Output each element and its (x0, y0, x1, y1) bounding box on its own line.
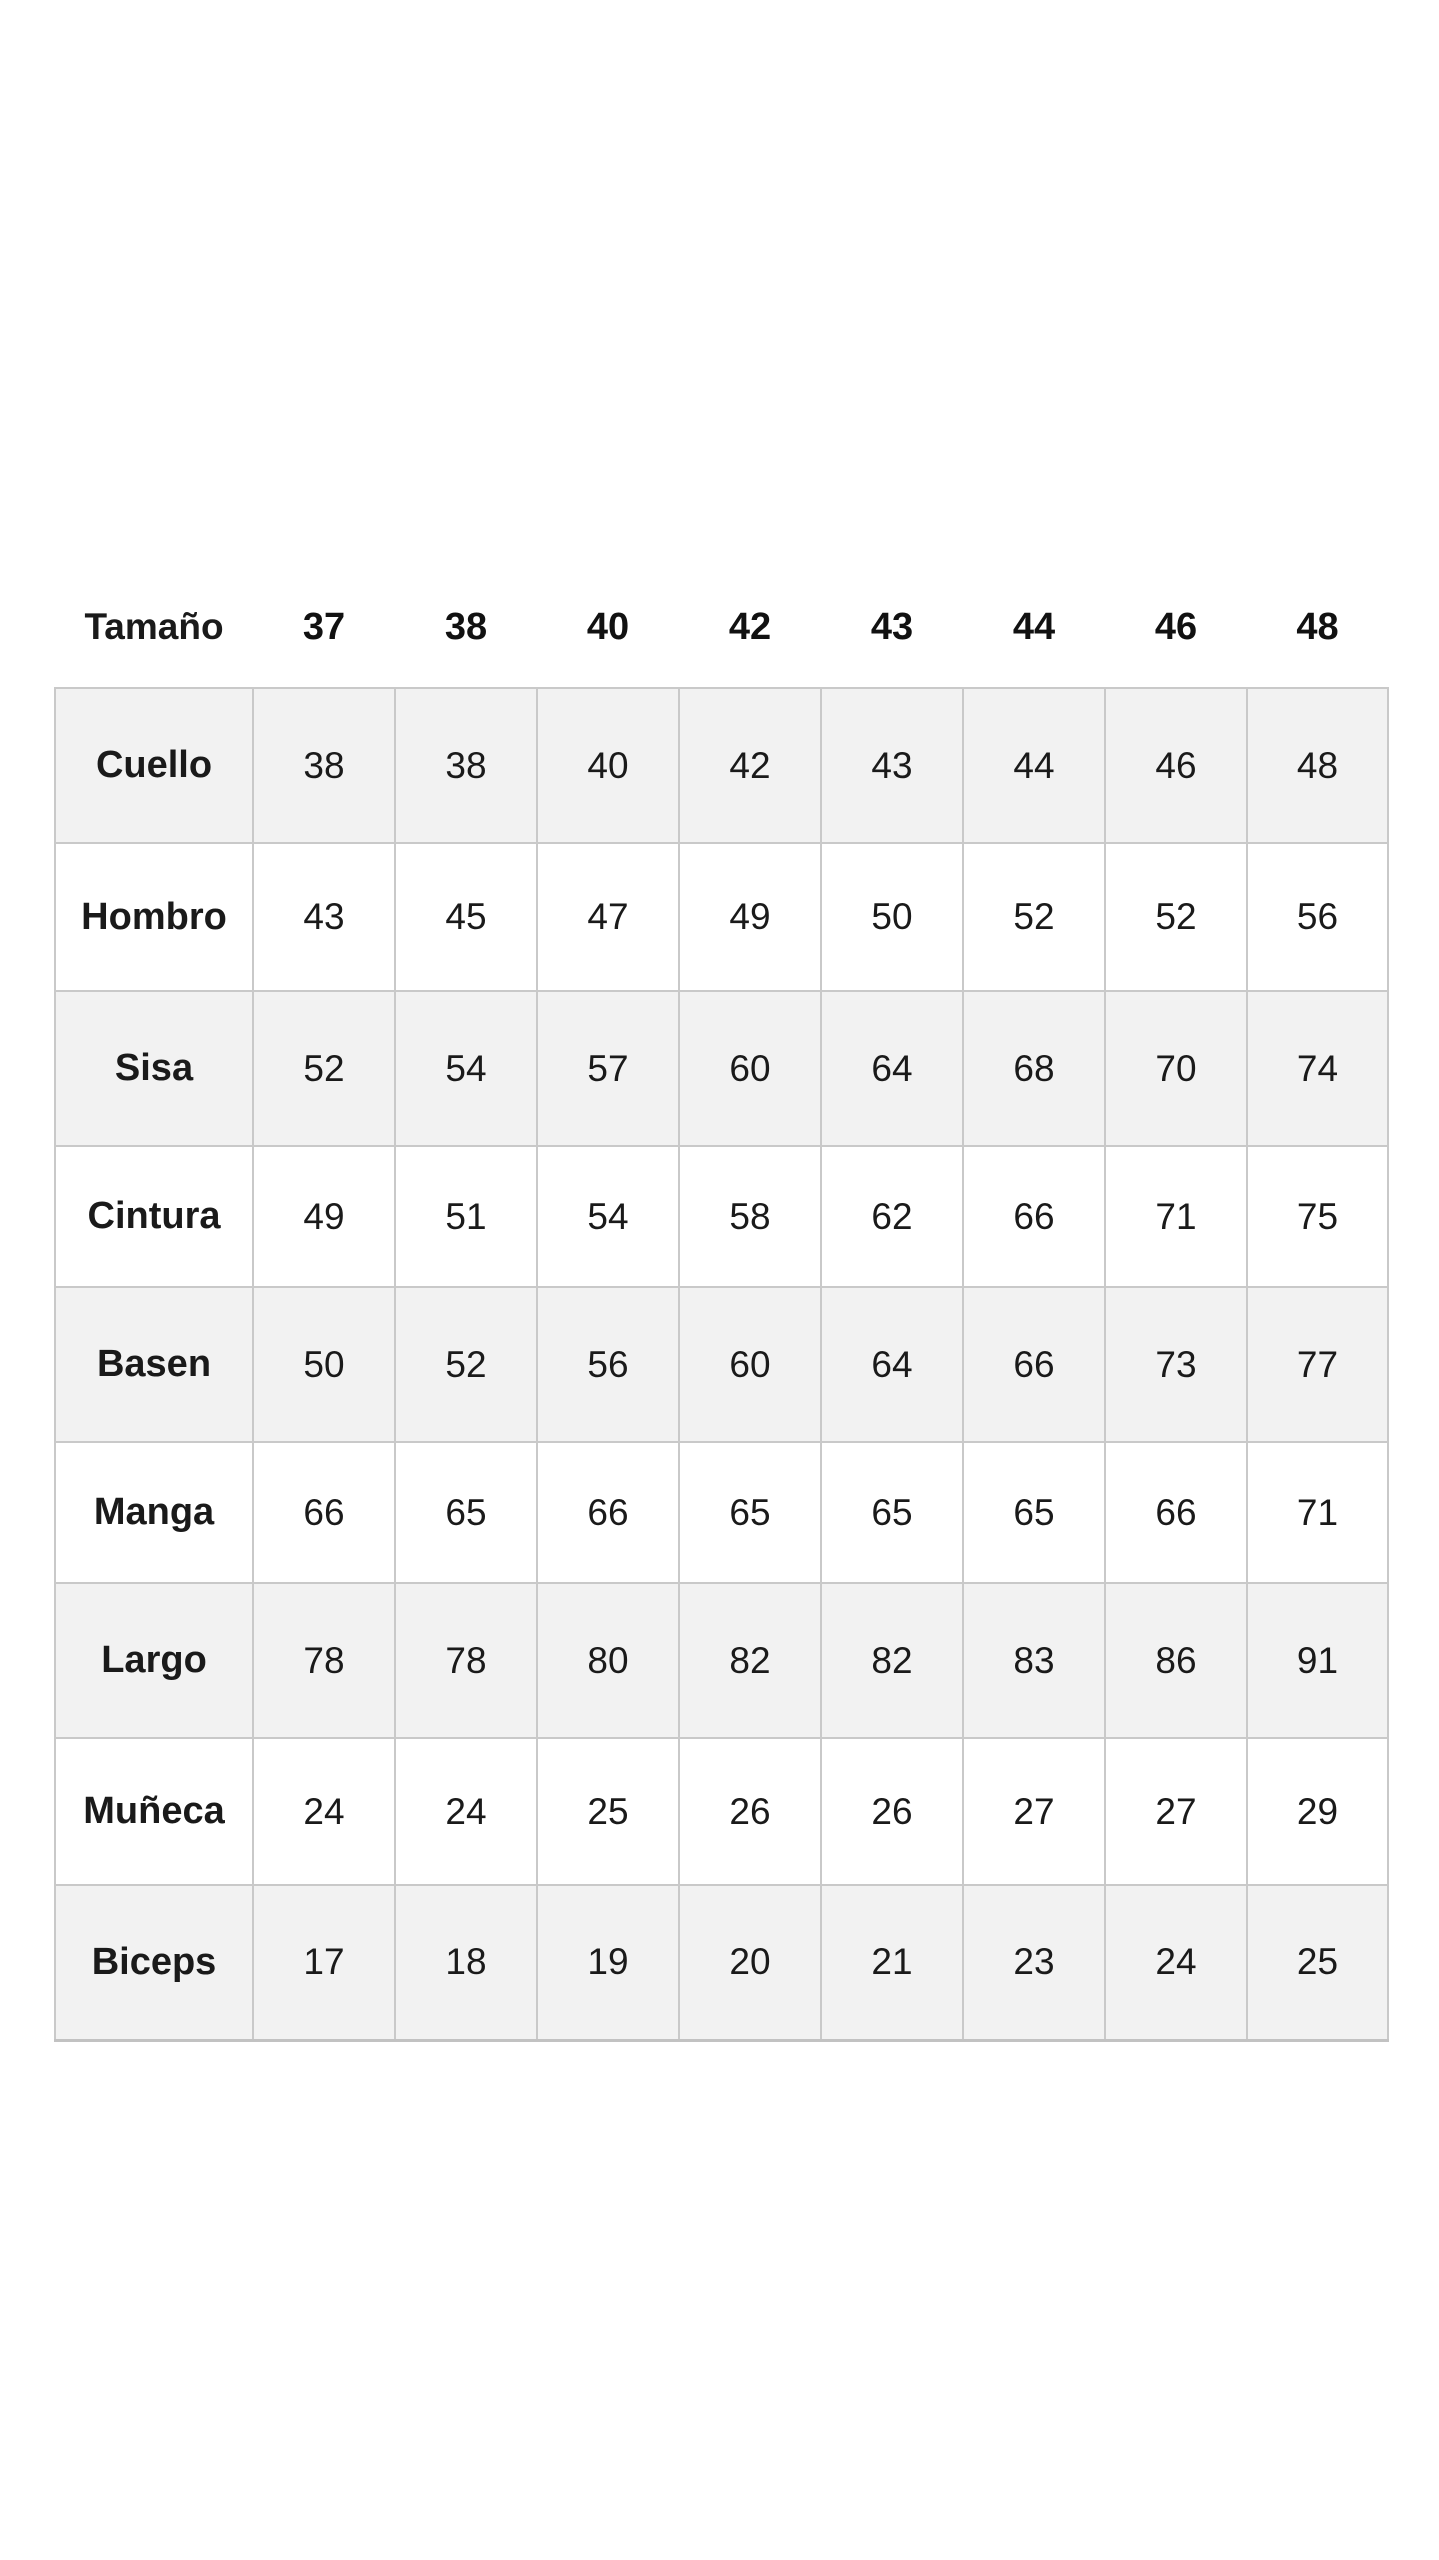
size-chart-table (54, 575, 1389, 2042)
measurement-label: Basen (55, 1287, 253, 1442)
measurement-value-cell: 78 (253, 1583, 395, 1738)
measurement-value-cell: 17 (253, 1885, 395, 2040)
measurement-value-cell: 75 (1247, 1146, 1388, 1287)
measurement-value-cell: 26 (821, 1738, 963, 1885)
measurement-label: Cuello (55, 688, 253, 843)
size-header-cell: 37 (302, 605, 346, 648)
size-header-cell: 48 (1296, 605, 1339, 648)
measurement-value-cell: 71 (1247, 1442, 1388, 1583)
measurement-value-cell: 91 (1247, 1583, 1388, 1738)
size-header-cell: 42 (728, 605, 772, 648)
measurement-label: Sisa (55, 991, 253, 1146)
measurement-label: Manga (55, 1442, 253, 1583)
measurement-value-cell: 66 (963, 1287, 1105, 1442)
size-header-row (55, 575, 1388, 688)
measurement-value-cell: 86 (1105, 1583, 1247, 1738)
measurement-value-cell: 25 (537, 1738, 679, 1885)
measurement-label: Largo (55, 1583, 253, 1738)
measurement-row (55, 1885, 1388, 2040)
measurement-label: Hombro (55, 843, 253, 991)
measurement-value-cell: 70 (1105, 991, 1247, 1146)
measurement-value-cell: 82 (679, 1583, 821, 1738)
size-header (55, 575, 1388, 688)
measurement-value-cell: 65 (395, 1442, 537, 1583)
measurement-value-cell: 25 (1247, 1885, 1388, 2040)
measurement-value-cell: 66 (253, 1442, 395, 1583)
measurement-row (55, 1442, 1388, 1583)
measurement-value-cell: 52 (253, 991, 395, 1146)
measurement-value-cell: 57 (537, 991, 679, 1146)
measurement-value-cell: 26 (679, 1738, 821, 1885)
size-header-cell: 43 (870, 605, 914, 648)
measurement-value-cell: 77 (1247, 1287, 1388, 1442)
measurement-value-cell: 54 (537, 1146, 679, 1287)
measurement-value-cell: 40 (537, 688, 679, 843)
measurement-value-cell: 71 (1105, 1146, 1247, 1287)
measurement-value-cell: 66 (1105, 1442, 1247, 1583)
measurement-value-cell: 43 (253, 843, 395, 991)
measurement-value-cell: 44 (963, 688, 1105, 843)
measurement-value-cell: 80 (537, 1583, 679, 1738)
measurement-value-cell: 73 (1105, 1287, 1247, 1442)
measurement-value-cell: 51 (395, 1146, 537, 1287)
measurement-value-cell: 82 (821, 1583, 963, 1738)
measurement-value-cell: 83 (963, 1583, 1105, 1738)
measurement-value-cell: 24 (1105, 1885, 1247, 2040)
measurement-value-cell: 52 (395, 1287, 537, 1442)
measurement-value-cell: 65 (821, 1442, 963, 1583)
measurement-value-cell: 56 (1247, 843, 1388, 991)
measurement-value-cell: 60 (679, 991, 821, 1146)
measurement-value-cell: 66 (963, 1146, 1105, 1287)
measurement-value-cell: 29 (1247, 1738, 1388, 1885)
measurement-value-cell: 64 (821, 1287, 963, 1442)
size-header-cell: 38 (444, 605, 488, 648)
measurement-row (55, 688, 1388, 843)
measurement-value-cell: 21 (821, 1885, 963, 2040)
measurement-value-cell: 18 (395, 1885, 537, 2040)
measurement-value-cell: 50 (253, 1287, 395, 1442)
measurement-value-cell: 23 (963, 1885, 1105, 2040)
size-header-cell: 44 (1012, 605, 1056, 648)
measurement-value-cell: 74 (1247, 991, 1388, 1146)
measurement-value-cell: 43 (821, 688, 963, 843)
measurement-value-cell: 64 (821, 991, 963, 1146)
measurement-row (55, 1287, 1388, 1442)
measurement-value-cell: 19 (537, 1885, 679, 2040)
measurement-row (55, 843, 1388, 991)
measurement-value-cell: 52 (963, 843, 1105, 991)
measurement-rows (55, 688, 1388, 2040)
measurement-value-cell: 45 (395, 843, 537, 991)
measurement-value-cell: 68 (963, 991, 1105, 1146)
measurement-label: Muñeca (55, 1738, 253, 1885)
measurement-value-cell: 56 (537, 1287, 679, 1442)
measurement-value-cell: 38 (395, 688, 537, 843)
measurement-label: Biceps (55, 1885, 253, 2040)
measurement-value-cell: 27 (1105, 1738, 1247, 1885)
measurement-value-cell: 27 (963, 1738, 1105, 1885)
measurement-value-cell: 60 (679, 1287, 821, 1442)
measurement-value-cell: 65 (679, 1442, 821, 1583)
measurement-value-cell: 49 (679, 843, 821, 991)
measurement-value-cell: 58 (679, 1146, 821, 1287)
measurement-row (55, 1583, 1388, 1738)
measurement-value-cell: 54 (395, 991, 537, 1146)
size-column-title: Tamaño (84, 606, 224, 647)
measurement-value-cell: 49 (253, 1146, 395, 1287)
measurement-value-cell: 24 (395, 1738, 537, 1885)
size-header-cell: 46 (1154, 605, 1198, 648)
measurement-value-cell: 62 (821, 1146, 963, 1287)
measurement-value-cell: 50 (821, 843, 963, 991)
measurement-value-cell: 52 (1105, 843, 1247, 991)
measurement-value-cell: 47 (537, 843, 679, 991)
measurement-row (55, 1146, 1388, 1287)
measurement-value-cell: 20 (679, 1885, 821, 2040)
measurement-value-cell: 78 (395, 1583, 537, 1738)
measurement-value-cell: 38 (253, 688, 395, 843)
measurement-row (55, 991, 1388, 1146)
measurement-row (55, 1738, 1388, 1885)
measurement-value-cell: 66 (537, 1442, 679, 1583)
measurement-label: Cintura (55, 1146, 253, 1287)
size-header-cell: 40 (586, 605, 630, 648)
measurement-value-cell: 46 (1105, 688, 1247, 843)
measurement-value-cell: 48 (1247, 688, 1388, 843)
measurement-value-cell: 24 (253, 1738, 395, 1885)
measurement-value-cell: 42 (679, 688, 821, 843)
measurement-value-cell: 65 (963, 1442, 1105, 1583)
